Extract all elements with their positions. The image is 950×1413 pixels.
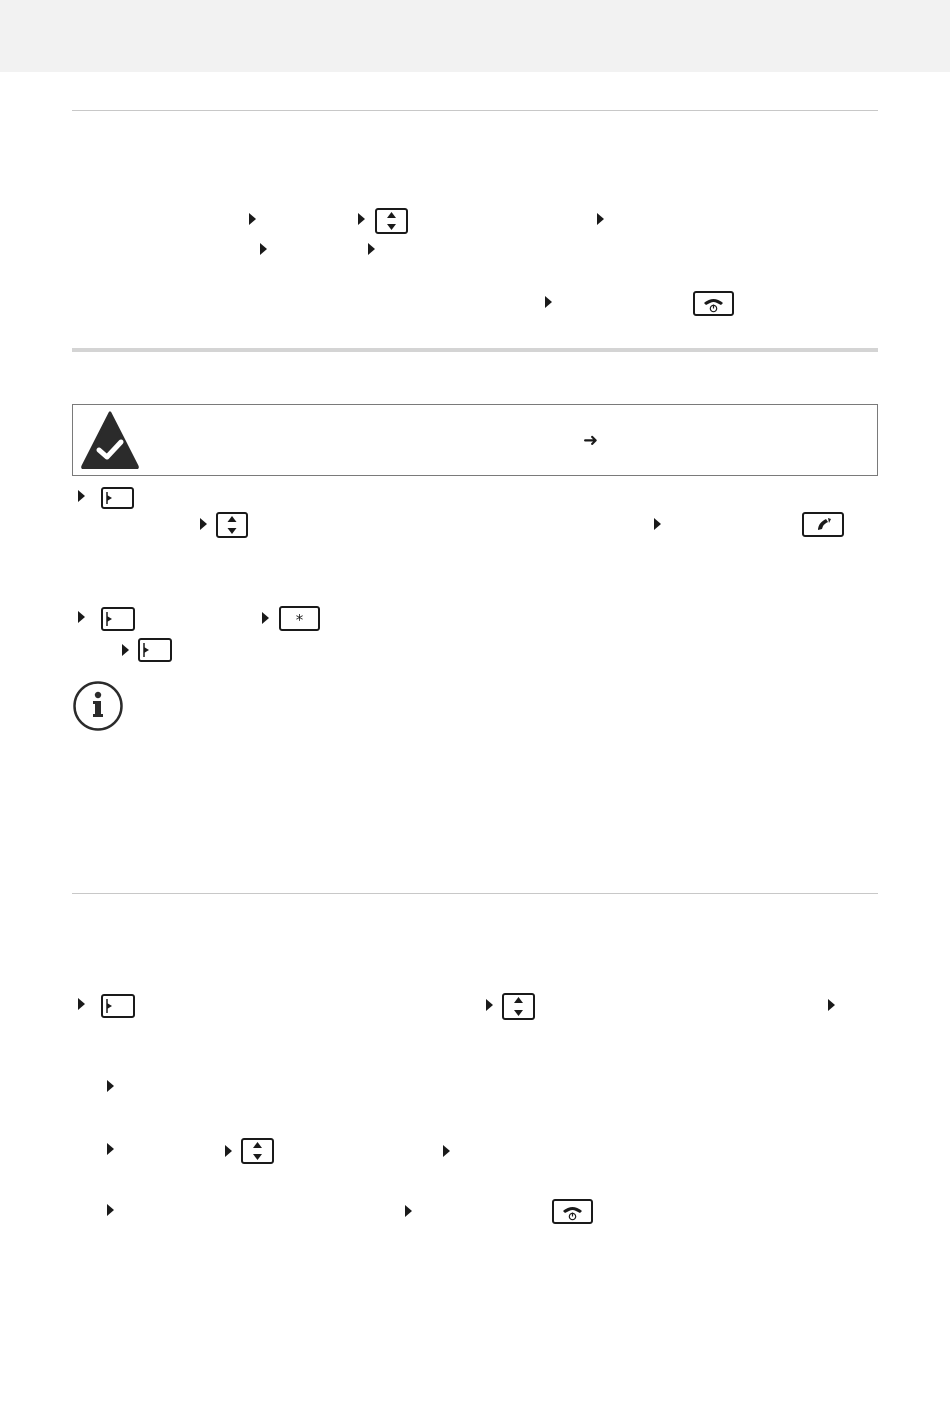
bullet-arrow-icon	[107, 1080, 114, 1092]
page-header-band	[0, 0, 950, 72]
section-divider	[72, 893, 878, 894]
bullet-arrow-icon	[78, 998, 85, 1010]
left-softkey-icon	[138, 638, 172, 662]
step-arrow-icon	[200, 518, 207, 530]
navigation-up-down-key-icon	[502, 993, 535, 1020]
bullet-arrow-icon	[78, 490, 85, 502]
talk-key-icon	[802, 512, 844, 537]
left-softkey-icon	[101, 994, 135, 1018]
end-call-key-icon	[552, 1199, 593, 1224]
navigation-up-down-key-icon	[241, 1138, 274, 1164]
prerequisite-checkmark-icon	[80, 411, 140, 473]
left-softkey-icon	[101, 607, 135, 631]
bullet-arrow-icon	[78, 611, 85, 623]
navigation-up-down-key-icon	[216, 512, 248, 538]
section-divider	[72, 110, 878, 111]
step-arrow-icon	[405, 1205, 412, 1217]
reference-arrow-icon: ➜	[583, 430, 599, 451]
step-arrow-icon	[654, 518, 661, 530]
step-arrow-icon	[249, 213, 256, 225]
step-arrow-icon	[122, 644, 129, 656]
star-key-glyph: *	[295, 611, 304, 629]
step-arrow-icon	[260, 243, 267, 255]
step-arrow-icon	[828, 999, 835, 1011]
step-arrow-icon	[486, 999, 493, 1011]
navigation-up-down-key-icon	[375, 208, 408, 234]
section-divider-thick	[72, 348, 878, 352]
prerequisite-note	[72, 404, 878, 476]
step-arrow-icon	[368, 243, 375, 255]
step-arrow-icon	[225, 1145, 232, 1157]
left-softkey-icon	[101, 487, 134, 509]
step-arrow-icon	[443, 1145, 450, 1157]
step-arrow-icon	[545, 296, 552, 308]
step-arrow-icon	[358, 213, 365, 225]
bullet-arrow-icon	[107, 1204, 114, 1216]
bullet-arrow-icon	[107, 1143, 114, 1155]
end-call-key-icon	[693, 291, 734, 316]
star-key-icon	[279, 606, 320, 631]
step-arrow-icon	[597, 213, 604, 225]
info-icon	[72, 680, 126, 736]
step-arrow-icon	[262, 612, 269, 624]
